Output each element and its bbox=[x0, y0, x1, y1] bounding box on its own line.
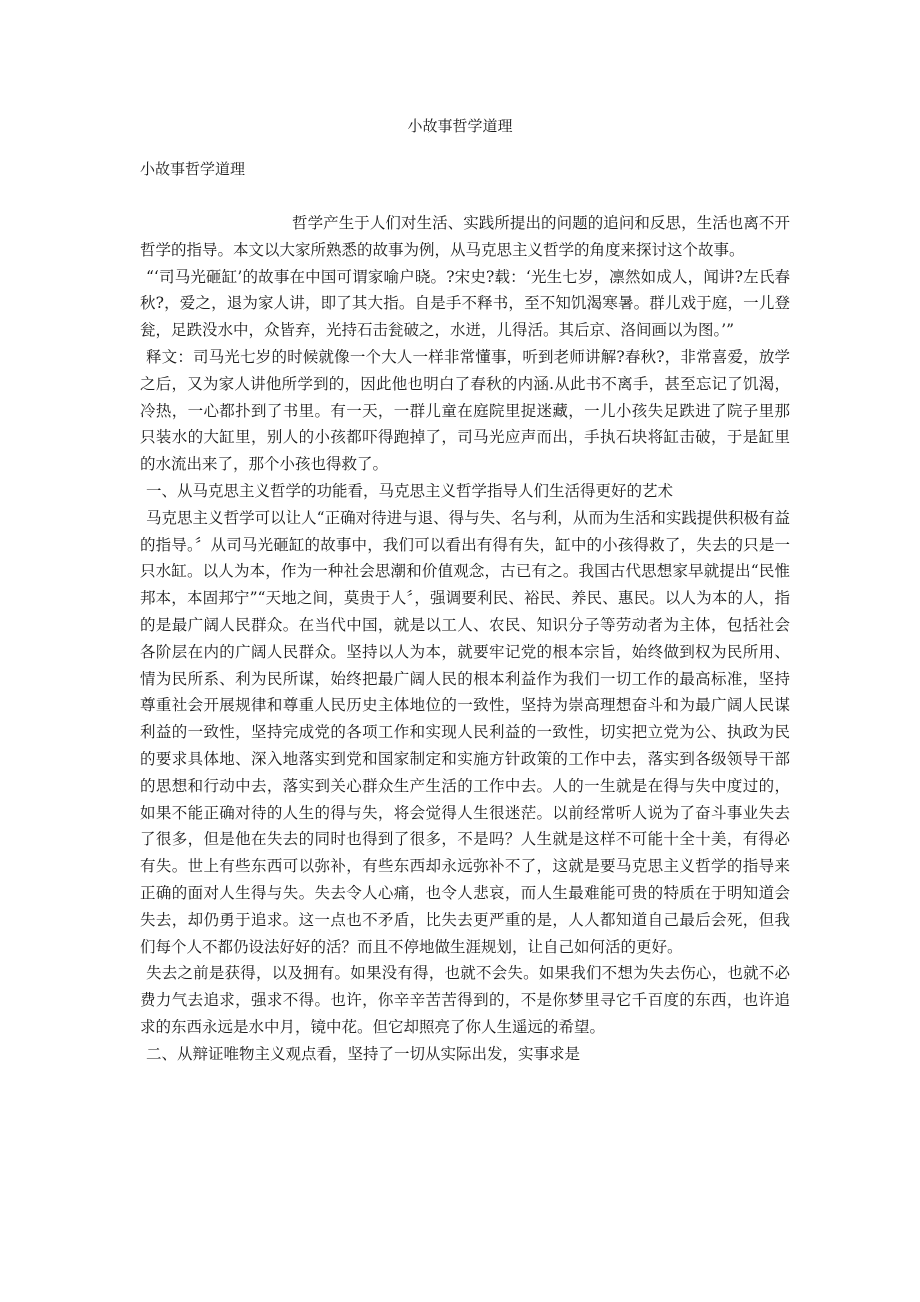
document-body bbox=[140, 210, 790, 1068]
document-subtitle: 小故事哲学道理 bbox=[140, 160, 246, 178]
paragraph-translation: 释文：司马光七岁的时候就像一个大人一样非常懂事，听到老师讲解?春秋?，非常喜爱，放学之后，又为家人讲他所学到的，因此他也明白了春秋的内涵.从此书不离手，甚至忘记了饥渴，冷热，一心都扑到了书里。有一天，一群儿童在庭院里捉迷藏，一儿小孩失足跌进了院子里那只装水的大缸里，别人的小孩都吓得跑掉了，司马光应声而出，手执石块将缸击破，于是缸里的水流出来了，那个小孩也得救了。 bbox=[140, 347, 790, 474]
page-title: 小故事哲学道理 bbox=[407, 117, 513, 135]
paragraph-marxism: 马克思主义哲学可以让人“正确对待进与退、得与失、名与利，从而为生活和实践提供积极有益的指导。〞从司马光砸缸的故事中，我们可以看出有得有失，缸中的小孩得救了，失去的只是一只水缸。以人为本，作为一种社会思潮和价值观念，古已有之。我国古代思想家早就提出“民惟邦本，本固邦宁”“天地之间，莫贵于人〞，强调要利民、裕民、养民、惠民。以人为本的人，指的是最广阔人民群众。在当代中国，就是以工人、农民、知识分子等劳动者为主体，包括社会各阶层在内的广阔人民群众。坚持以人为本，就要牢记党的根本宗旨，始终做到权为民所用、情为民所系、利为民所谋，始终把最广阔人民的根本利益作为我们一切工作的最高标准，坚持尊重社会开展规律和尊重人民历史主体地位的一致性，坚持为崇高理想奋斗和为最广阔人民谋利益的一致性，坚持完成党的各项工作和实现人民利益的一致性，切实把立党为公、执政为民的要求具体地、深入地落实到党和国家制定和实施方针政策的工作中去，落实到各级领导干部的思想和行动中去，落实到关心群众生产生活的工作中去。人的一生就是在得与失中度过的，如果不能正确对待的人生的得与失，将会觉得人生很迷茫。以前经常听人说为了奋斗事业失去了很多，但是他在失去的同时也得到了很多，不是吗？人生就是这样不可能十全十美，有得必有失。世上有些东西可以弥补，有些东西却永远弥补不了，这就是要马克思主义哲学的指导来正确的面对人生得与失。失去令人心痛，也令人悲哀，而人生最难能可贵的特质在于明知道会失去，却仍勇于追求。这一点也不矛盾，比失去更严重的是，人人都知道自己最后会死，但我们每个人不都仍设法好好的活？而且不停地做生涯规划，让自己如何活的更好。 bbox=[140, 508, 790, 956]
paragraph-intro: 哲学产生于人们对生活、实践所提出的问题的追问和反思，生活也离不开哲学的指导。本文以大家所熟悉的故事为例，从马克思主义哲学的角度来探讨这个故事。 bbox=[140, 214, 790, 259]
paragraph-quote: “‘司马光砸缸’的故事在中国可谓家喻户晓。?宋史?载：‘光生七岁，凛然如成人，闻讲?左氏春秋?，爱之，退为家人讲，即了其大指。自是手不释书，至不知饥渴寒暑。群儿戏于庭，一儿登瓮，足跌没水中，众皆弃，光持石击瓮破之，水迸，儿得活。其后京、洛间画以为图。’” bbox=[140, 267, 790, 340]
paragraph-gain-loss: 失去之前是获得，以及拥有。如果没有得，也就不会失。如果我们不想为失去伤心，也就不必费力气去追求，强求不得。也许，你辛辛苦苦得到的，不是你梦里寻它千百度的东西，也许追求的东西永远是水中月，镜中花。但它却照亮了你人生遥远的希望。 bbox=[140, 964, 790, 1036]
section-heading-2: 二、从辩证唯物主义观点看，坚持了一切从实际出发，实事求是 bbox=[146, 1044, 581, 1063]
section-heading-1: 一、从马克思主义哲学的功能看，马克思主义哲学指导人们生活得更好的艺术 bbox=[146, 481, 674, 500]
